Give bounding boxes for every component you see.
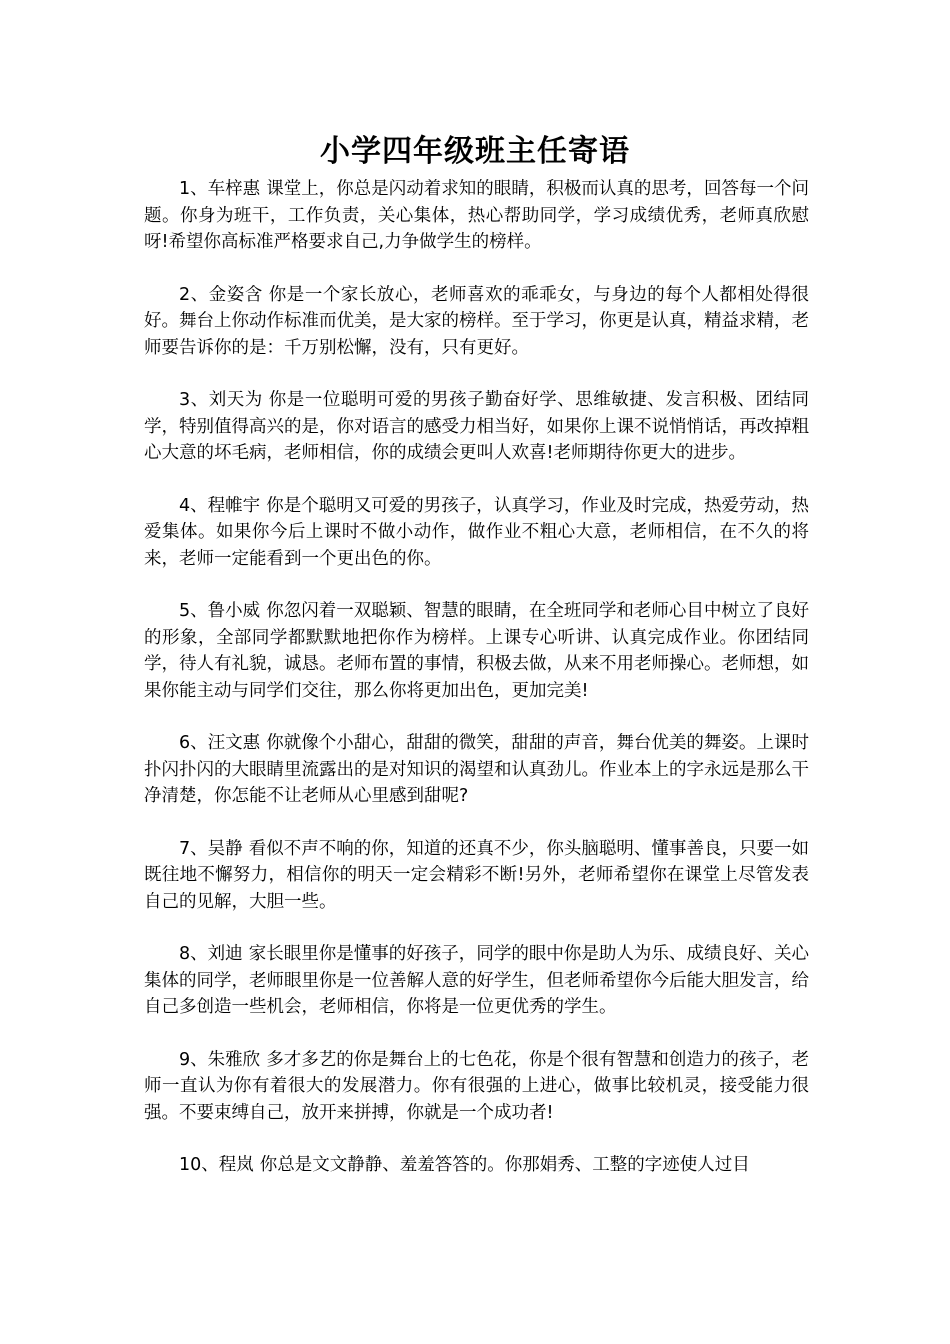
student-name: 汪文惠 [207, 733, 261, 753]
entry-text: 你是一个家长放心，老师喜欢的乖乖女，与身边的每个人都相处得很好。舞台上你动作标准而优美，是大家的榜样。至于学习，你更是认真，精益求精，老师要告诉你的是：千万别松懈，没有，只有更好。 [144, 284, 809, 358]
entry-number: 2、 [179, 284, 209, 305]
student-name: 朱雅欣 [207, 1049, 261, 1070]
entry-text: 你总是文文静静、羞羞答答的。你那娟秀、工整的字迹使人过目 [259, 1155, 750, 1175]
document-body [144, 176, 809, 1205]
entry-3 [144, 387, 809, 467]
student-name: 程帷宇 [207, 495, 261, 516]
student-name: 车梓惠 [207, 179, 261, 199]
student-name: 鲁小威 [207, 601, 261, 621]
entry-7 [144, 836, 809, 916]
entry-number: 3、 [179, 390, 209, 410]
entry-text: 你就像个小甜心，甜甜的微笑，甜甜的声音，舞台优美的舞姿。上课时扑闪扑闪的大眼睛里流露出的是对知识的渴望和认真劲儿。作业本上的字永远是那么干净清楚，你怎能不让老师从心里感到甜呢? [144, 733, 809, 806]
entry-4 [144, 493, 809, 573]
entry-number: 10、 [179, 1155, 219, 1175]
student-name: 刘天为 [208, 390, 263, 410]
entry-10 [144, 1152, 809, 1179]
document-title: 小学四年级班主任寄语 [320, 134, 630, 169]
entry-text: 多才多艺的你是舞台上的七色花，你是个很有智慧和创造力的孩子，老师一直认为你有着很大的发展潜力。你有很强的上进心，做事比较机灵，接受能力很强。不要束缚自己，放开来拼搏，你就是一个成功者! [144, 1049, 809, 1123]
student-name: 金姿含 [208, 284, 263, 305]
student-name: 刘迪 [207, 944, 243, 964]
entry-text: 看似不声不响的你，知道的还真不少，你头脑聪明、懂事善良，只要一如既往地不懈努力，相信你的明天一定会精彩不断!另外，老师希望你在课堂上尽管发表自己的见解，大胆一些。 [144, 838, 810, 912]
entry-1 [144, 176, 809, 256]
student-name: 吴静 [207, 838, 243, 859]
entry-number: 8、 [179, 944, 208, 964]
entry-number: 1、 [179, 179, 208, 199]
entry-8 [144, 941, 809, 1021]
entry-number: 5、 [179, 601, 208, 621]
entry-2 [144, 282, 809, 362]
entry-number: 9、 [179, 1049, 208, 1070]
entry-text: 家长眼里你是懂事的好孩子，同学的眼中你是助人为乐、成绩良好、关心集体的同学，老师眼里你是一位善解人意的好学生，但老师希望你今后能大胆发言，给自己多创造一些机会，老师相信，你将是一位更优秀的学生。 [144, 944, 810, 1017]
entry-5 [144, 598, 809, 704]
entry-text: 你是一位聪明可爱的男孩子勤奋好学、思维敏捷、发言积极、团结同学，特别值得高兴的是，你对语言的感受力相当好，如果你上课不说悄悄话，再改掉粗心大意的坏毛病，老师相信，你的成绩会更叫人欢喜!老师期待你更大的进步。 [144, 390, 809, 463]
entry-text: 你是个聪明又可爱的男孩子，认真学习，作业及时完成，热爱劳动，热爱集体。如果你今后上课时不做小动作，做作业不粗心大意，老师相信，在不久的将来，老师一定能看到一个更出色的你。 [144, 495, 809, 569]
entry-text: 课堂上，你总是闪动着求知的眼睛，积极而认真的思考，回答每一个问题。你身为班干，工作负责，关心集体，热心帮助同学，学习成绩优秀，老师真欣慰呀!希望你高标准严格要求自己,力争做学生的榜样。 [144, 179, 809, 252]
student-name: 程岚 [218, 1155, 254, 1175]
entry-text: 你忽闪着一双聪颖、智慧的眼睛，在全班同学和老师心目中树立了良好的形象，全部同学都默默地把你作为榜样。上课专心听讲、认真完成作业。你团结同学，待人有礼貌，诚恳。老师布置的事情，积极去做，从来不用老师操心。老师想，如果你能主动与同学们交往，那么你将更加出色，更加完美! [144, 601, 809, 701]
entry-number: 4、 [179, 495, 208, 516]
entry-number: 6、 [179, 733, 208, 753]
entry-6 [144, 730, 809, 810]
entry-9 [144, 1047, 809, 1127]
entry-number: 7、 [179, 838, 208, 859]
